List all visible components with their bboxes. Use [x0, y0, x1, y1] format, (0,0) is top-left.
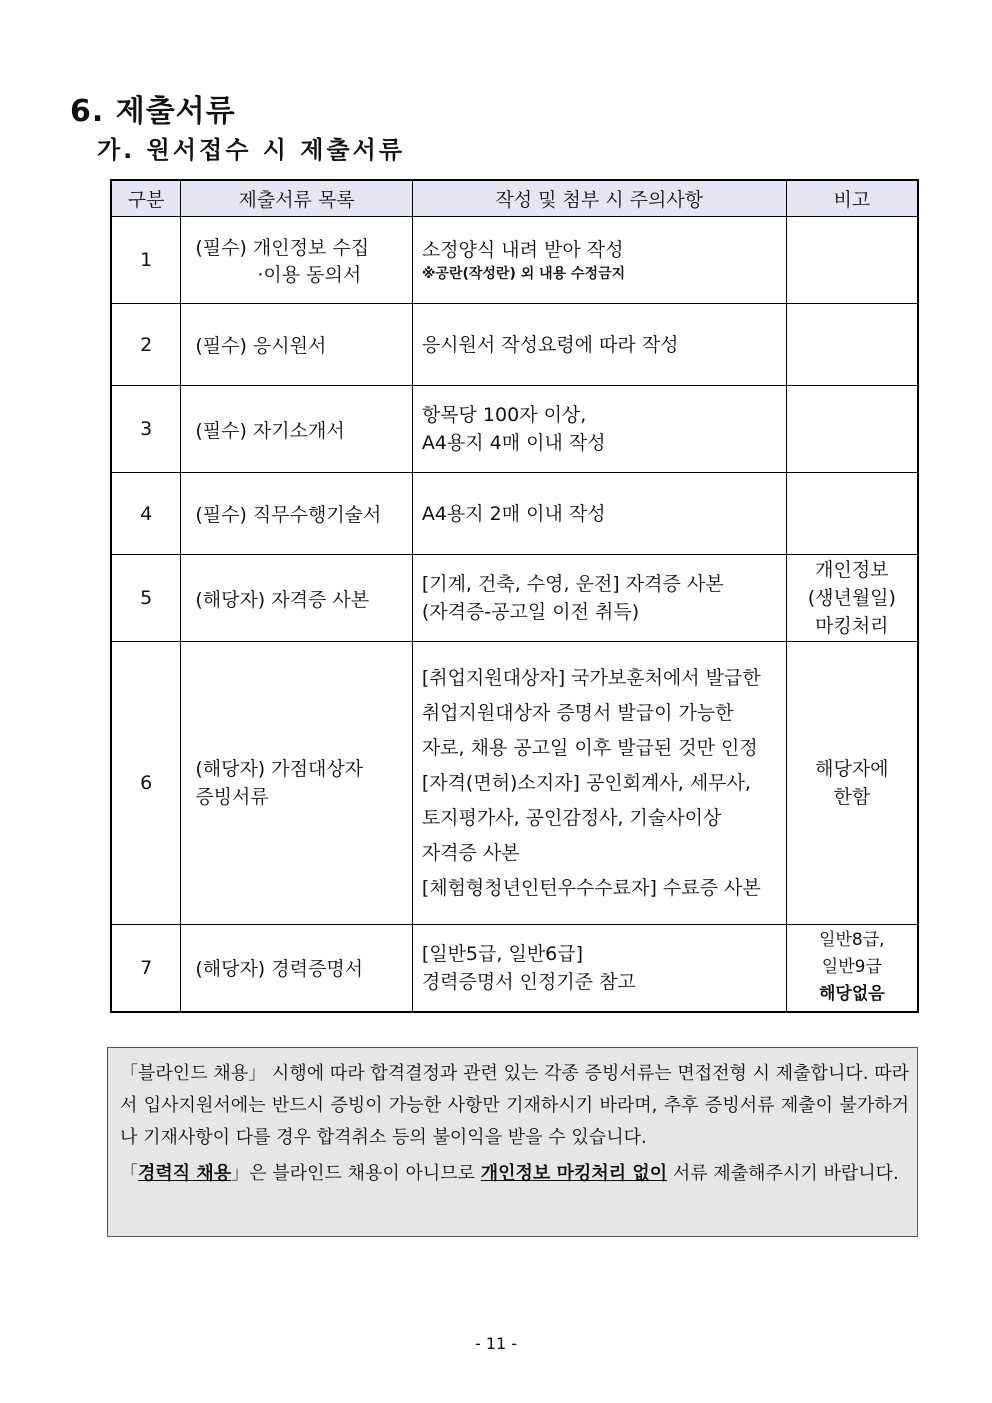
- doc-remark: [786, 642, 918, 925]
- doc-remark: [786, 386, 918, 473]
- note-line: (자격증-공고일 이전 취득): [421, 601, 640, 623]
- remark-line: 한함: [833, 786, 871, 808]
- note-line: 경력증명서 인정기준 참고: [421, 970, 636, 993]
- row-number: 7: [111, 925, 181, 1012]
- row-number: 1: [111, 217, 181, 304]
- doc-remark: [786, 304, 918, 386]
- note-line: [체험형청년인턴우수수료자] 수료증 사본: [421, 876, 761, 899]
- doc-note: [412, 555, 786, 642]
- notice-paragraph: 「블라인드 채용」 시행에 따라 합격결정과 관련 있는 각종 증빙서류는 면접전형 시 제출합니다. 따라서 입사지원서에는 반드시 증빙이 가능한 사항만 기재하시기 바라며, 추후 증빙서류 제출이 불가하거나 기재사항이 다를 경우 합격취소 등의 불이익을 받을 수 있습니다.: [120, 1063, 909, 1148]
- table-row: [111, 555, 918, 642]
- doc-remark: [786, 925, 918, 1012]
- doc-note: [412, 925, 786, 1012]
- page-number: - 11 -: [474, 1334, 518, 1353]
- notice-text: 서류 제출해주시기 바랍니다.: [667, 1163, 899, 1184]
- row-number: 2: [111, 304, 181, 386]
- doc-remark: [786, 555, 918, 642]
- note-line: [일반5급, 일반6급]: [421, 942, 584, 965]
- notice-text: 」은 블라인드 채용이 아니므로: [231, 1163, 481, 1184]
- note-line: 항목당 100자 이상,: [421, 404, 587, 426]
- note-line: [자격(면허)소지자] 공인회계사, 세무사,: [421, 771, 751, 794]
- col-header-docs: 제출서류 목록: [181, 180, 412, 217]
- doc-name-line: (필수) 개인정보 수집: [195, 237, 370, 259]
- doc-name-line: 증빙서류: [195, 786, 269, 808]
- doc-name-line: ·이용 동의서: [257, 264, 362, 286]
- row-number: 6: [111, 642, 181, 925]
- col-header-notes: 작성 및 첨부 시 주의사항: [412, 180, 786, 217]
- table-row: [111, 925, 918, 1012]
- doc-name-line: (해당자) 가점대상자: [195, 758, 364, 780]
- table-row: [111, 304, 918, 386]
- notice-emphasis: 경력직 채용: [138, 1163, 232, 1184]
- remark-line: (생년월일): [807, 587, 896, 609]
- note-line: A4용지 4매 이내 작성: [421, 432, 606, 454]
- notice-box: [107, 1047, 918, 1237]
- doc-note: [412, 386, 786, 473]
- sub-heading: 가. 원서접수 시 제출서류: [97, 136, 406, 164]
- note-warning: ※공란(작성란) 외 내용 수정금지: [421, 266, 626, 282]
- col-header-no: 구분: [111, 180, 181, 217]
- col-header-remarks: 비고: [786, 180, 918, 217]
- row-number: 5: [111, 555, 181, 642]
- note-line: [기계, 건축, 수영, 운전] 자격증 사본: [421, 573, 724, 595]
- notice-emphasis: 개인정보 마킹처리 없이: [480, 1163, 668, 1184]
- doc-name: (필수) 응시원서: [181, 304, 412, 386]
- remark-line: 해당없음: [818, 984, 885, 1005]
- notice-text: 「: [120, 1163, 138, 1184]
- note-line: 자격증 사본: [421, 841, 520, 864]
- doc-note: [412, 217, 786, 304]
- table-row: [111, 386, 918, 473]
- note-line: 자로, 채용 공고일 이후 발급된 것만 인정: [421, 736, 758, 759]
- doc-name: [181, 642, 412, 925]
- note-line: 토지평가사, 공인감정사, 기술사이상: [421, 806, 722, 829]
- note-line: 취업지원대상자 증명서 발급이 가능한: [421, 701, 734, 724]
- table-row: [111, 642, 918, 925]
- note-line: 소정양식 내려 받아 작성: [421, 239, 624, 261]
- doc-remark: [786, 217, 918, 304]
- doc-name: (해당자) 자격증 사본: [181, 555, 412, 642]
- note-line: [취업지원대상자] 국가보훈처에서 발급한: [421, 666, 761, 689]
- doc-note: A4용지 2매 이내 작성: [412, 473, 786, 555]
- doc-note: [412, 642, 786, 925]
- notice-paragraph: [120, 1158, 909, 1190]
- documents-table: [110, 179, 919, 1013]
- table-row: [111, 473, 918, 555]
- remark-line: 일반8급,: [819, 930, 885, 951]
- doc-name: (해당자) 경력증명서: [181, 925, 412, 1012]
- remark-line: 해당자에: [815, 758, 889, 780]
- row-number: 4: [111, 473, 181, 555]
- doc-name: (필수) 직무수행기술서: [181, 473, 412, 555]
- remark-line: 일반9급: [821, 957, 882, 978]
- remark-line: 개인정보: [815, 559, 889, 581]
- table-header-row: [111, 180, 918, 217]
- section-heading: 6. 제출서류: [70, 94, 236, 129]
- remark-line: 마킹처리: [815, 615, 889, 637]
- doc-note: 응시원서 작성요령에 따라 작성: [412, 304, 786, 386]
- doc-name: [181, 217, 412, 304]
- doc-remark: [786, 473, 918, 555]
- table-row: [111, 217, 918, 304]
- row-number: 3: [111, 386, 181, 473]
- doc-name: (필수) 자기소개서: [181, 386, 412, 473]
